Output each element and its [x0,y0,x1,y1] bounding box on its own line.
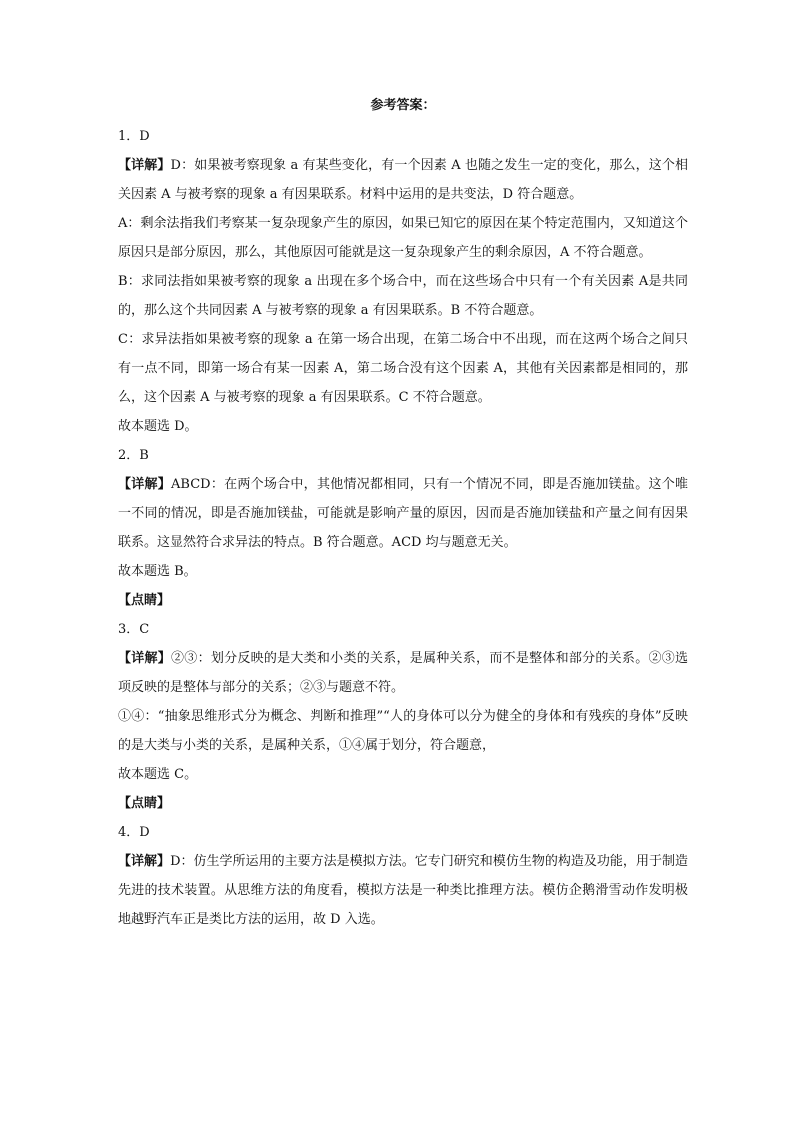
answer-paragraph [118,209,688,267]
answer-paragraph [118,557,688,586]
question-number [118,122,688,151]
answer-paragraph [118,702,688,760]
question-number [118,818,688,847]
answer-paragraph [118,789,688,818]
page-title: 参考答案： [370,98,436,113]
paragraph-text: D：仿生学所运用的主要方法是模拟方法。它专门研究和模仿生物的构造及功能，用于制造先进的技术装置。从思维方法的角度看，模拟方法是一种类比推理方法。模仿企鹅滑雪动作发明极地越野汽车正是类比方法的运用，故 D 入选。 [118,854,688,927]
paragraph-text: 故本题选 D。 [118,419,198,434]
answer-paragraph [118,151,688,209]
answer-paragraph [118,267,688,325]
answer-paragraph [118,586,688,615]
section-tag: 【详解】 [118,854,171,869]
answer-paragraph [118,412,688,441]
answer-paragraph [118,760,688,789]
paragraph-text: 3．C [118,622,150,637]
question-number [118,441,688,470]
paragraph-text: B：求同法指如果被考察的现象 a 出现在多个场合中，而在这些场合中只有一个有关因素 A是共同的，那么这个共同因素 A 与被考察的现象 a 有因果联系。B 不符合题意。 [118,274,688,318]
section-tag: 【详解】 [118,158,171,173]
paragraph-text: C：求异法指如果被考察的现象 a 在第一场合出现，在第二场合中不出现，而在这两个场合之间只有一点不同，即第一场合有某一因素 A，第二场合没有这个因素 A，其他有关因素都是相同的，那么，这个因素 A 与被考察的现象 a 有因果联系。C 不符合题意。 [118,332,688,405]
paragraph-text: 故本题选 B。 [118,564,197,579]
answer-page [118,96,688,934]
paragraph-text: ①④：“抽象思维形式分为概念、判断和推理”“人的身体可以分为健全的身体和有残疾的身体”反映的是大类与小类的关系，是属种关系，①④属于划分，符合题意， [118,709,688,753]
paragraph-text: ABCD：在两个场合中，其他情况都相同，只有一个情况不同，即是否施加镁盐。这个唯一不同的情况，即是否施加镁盐，可能就是影响产量的原因，因而是否施加镁盐和产量之间有因果联系。这显然符合求异法的特点。B 符合题意。ACD 均与题意无关。 [118,477,688,550]
section-tag: 【点睛】 [118,593,171,608]
answer-paragraph [118,847,688,934]
paragraph-text: A：剩余法指我们考察某一复杂现象产生的原因，如果已知它的原因在某个特定范围内，又知道这个原因只是部分原因，那么，其他原因可能就是这一复杂现象产生的剩余原因，A 不符合题意。 [118,216,688,260]
section-tag: 【点睛】 [118,796,171,811]
paragraph-text: 2．B [118,448,149,463]
answer-paragraph [118,644,688,702]
section-tag: 【详解】 [118,651,172,666]
paragraph-text: D：如果被考察现象 a 有某些变化，有一个因素 A 也随之发生一定的变化，那么，这个相关因素 A 与被考察的现象 a 有因果联系。材料中运用的是共变法，D 符合题意。 [118,158,688,202]
answer-paragraph [118,325,688,412]
answer-content [118,122,688,934]
section-tag: 【详解】 [118,477,172,492]
question-number [118,615,688,644]
paragraph-text: 4．D [118,825,150,840]
answer-paragraph [118,470,688,557]
paragraph-text: 故本题选 C。 [118,767,198,782]
paragraph-text: 1．D [118,129,150,144]
paragraph-text: ②③：划分反映的是大类和小类的关系，是属种关系，而不是整体和部分的关系。②③选项反映的是整体与部分的关系；②③与题意不符。 [118,651,688,695]
